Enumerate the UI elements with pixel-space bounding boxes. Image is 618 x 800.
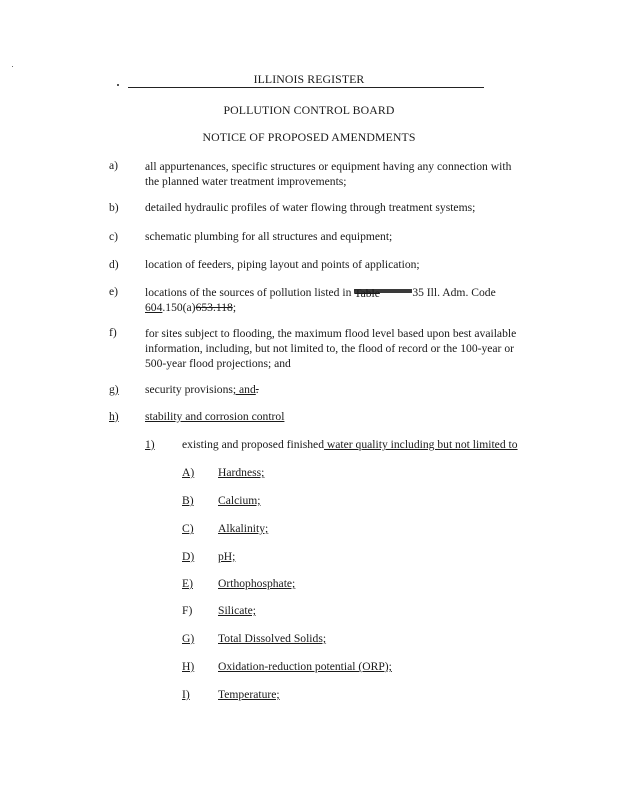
subitem-h-label: H) [182,660,195,673]
item-a-label: a) [109,159,119,172]
item-g-label: g) [109,383,119,396]
subitem-g-label: G) [182,632,195,645]
item-g-text [145,383,259,396]
subitem-d-text: pH; [218,550,236,563]
item-e-line1-pre: locations of the sources of pollution listed in [145,286,355,299]
item-f-line3: 500-year flood projections; and [145,357,291,370]
item-e-end: ; [232,301,237,314]
item-c-label: c) [109,230,119,243]
subitem-h-text: Oxidation-reduction potential (ORP); [218,660,392,673]
item-f-line1: for sites subject to flooding, the maximum flood level based upon best available [145,327,517,340]
item-f-line2: information, including, but not limited to, the flood of record or the 100-year or [145,342,514,355]
subitem-f-label: F) [182,604,193,617]
subitem-c-label: C) [182,522,194,535]
inserted-604: 604 [145,301,163,314]
item-g-plain: security provisions [145,383,233,396]
notice-title: NOTICE OF PROPOSED AMENDMENTS [202,130,416,144]
struck-table-text: Table [354,287,380,300]
scan-mark [117,84,119,86]
item-a-line1: all appurtenances, specific structures or equipment having any connection with [145,160,512,173]
item-a-text [145,159,511,189]
subitem-c-text: Alkalinity; [218,522,269,535]
item-d-label: d) [109,258,119,271]
struck-653-118: 653.118 [195,301,233,314]
item-b-label: b) [109,201,119,214]
subitem-f-text: Silicate; [218,604,256,617]
register-title: ILLINOIS REGISTER [253,72,365,86]
item-a-line2: the planned water treatment improvements; [145,175,347,188]
agency-title: POLLUTION CONTROL BOARD [223,103,395,117]
sub-1-text [182,438,518,451]
subitem-e-text: Orthophosphate; [218,577,296,590]
item-f-label: f) [109,326,117,339]
item-f-text [145,326,516,371]
item-h-text: stability and corrosion control [145,410,285,423]
subitem-a-text: Hardness; [218,466,265,479]
scan-speck [12,66,13,67]
subitem-a-label: A) [182,466,195,479]
subitem-i-label: I) [182,688,190,701]
item-g-struck: . [255,383,259,396]
struck-table-of [354,286,412,300]
sub-1-inserted: water quality including but not limited to [324,438,518,451]
item-e-text [145,285,496,315]
subitem-b-text: Calcium; [218,494,261,507]
item-e-label: e) [109,285,119,298]
sub-1-label: 1) [145,438,155,451]
subitem-d-label: D) [182,550,195,563]
subitem-i-text: Temperature; [218,688,280,701]
item-g-inserted: ; and [232,383,256,396]
item-e-section: .150(a) [162,301,196,314]
item-c-text: schematic plumbing for all structures and equipment; [145,230,393,243]
item-e-line1 [145,285,496,300]
subitem-e-label: E) [182,577,193,590]
item-h-label: h) [109,410,119,423]
header-rule [128,87,484,88]
subitem-b-label: B) [182,494,194,507]
item-e-line1-post: 35 Ill. Adm. Code [412,286,496,299]
item-b-text: detailed hydraulic profiles of water flowing through treatment systems; [145,201,476,214]
subitem-g-text: Total Dissolved Solids; [218,632,327,645]
item-d-text: location of feeders, piping layout and points of application; [145,258,420,271]
sub-1-plain: existing and proposed finished [182,438,325,451]
item-e-line2 [145,300,496,315]
